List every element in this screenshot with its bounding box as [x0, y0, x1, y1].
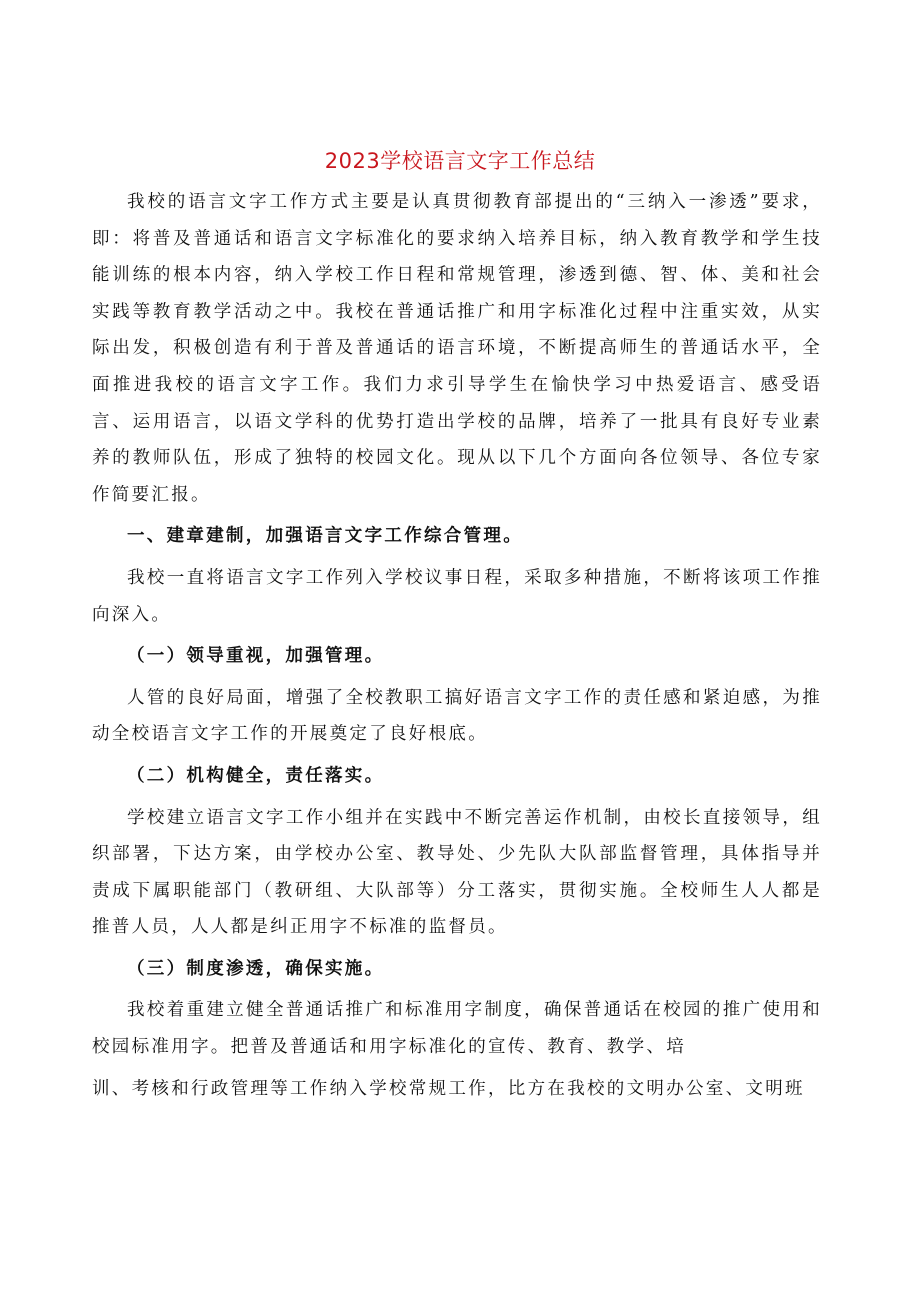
subsection-2-heading: （二）机构健全，责任落实。	[127, 765, 385, 786]
document-body	[92, 184, 822, 1107]
subsection-1-paragraph: 人管的良好局面，增强了全校教职工搞好语言文字工作的责任感和紧迫感，为推动全校语言文字工作的开展奠定了良好根底。	[92, 687, 822, 745]
subsection-3-heading: （三）制度渗透，确保实施。	[127, 958, 385, 979]
intro-paragraph: 我校的语言文字工作方式主要是认真贯彻教育部提出的“三纳入一渗透”要求，即：将普及普通话和语言文字标准化的要求纳入培养目标，纳入教育教学和学生技能训练的根本内容，纳入学校工作日程和常规管理，渗透到德、智、体、美和社会实践等教育教学活动之中。我校在普通话推广和用字标准化过程中注重实效，从实际出发，积极创造有利于普及普通话的语言环境，不断提高师生的普通话水平，全面推进我校的语言文字工作。我们力求引导学生在愉快学习中热爱语言、感受语言、运用语言，以语文学科的优势打造出学校的品牌，培养了一批具有良好专业素养的教师队伍，形成了独特的校园文化。现从以下几个方面向各位领导、各位专家作简要汇报。	[92, 192, 822, 505]
subsection-3-paragraph-line-2: 训、考核和行政管理等工作纳入学校常规工作，比方在我校的文明办公室、文明班	[92, 1078, 805, 1099]
document-title: 2023学校语言文字工作总结	[324, 149, 596, 173]
subsection-1-heading: （一）领导重视，加强管理。	[127, 646, 385, 667]
section-1-heading: 一、建章建制，加强语言文字工作综合管理。	[127, 526, 523, 547]
section-1-paragraph: 我校一直将语言文字工作列入学校议事日程，采取多种措施，不断将该项工作推向深入。	[92, 567, 822, 625]
subsection-3-paragraph-line-1: 我校着重建立健全普通话推广和标准用字制度，确保普通话在校园的推广使用和校园标准用字。把普及普通话和用字标准化的宣传、教育、教学、培	[92, 1000, 822, 1058]
subsection-2-paragraph: 学校建立语言文字工作小组并在实践中不断完善运作机制，由校长直接领导，组织部署，下达方案，由学校办公室、教导处、少先队大队部监督管理，具体指导并责成下属职能部门（教研组、大队部等）分工落实，贯彻实施。全校师生人人都是推普人员，人人都是纠正用字不标准的监督员。	[92, 807, 822, 938]
